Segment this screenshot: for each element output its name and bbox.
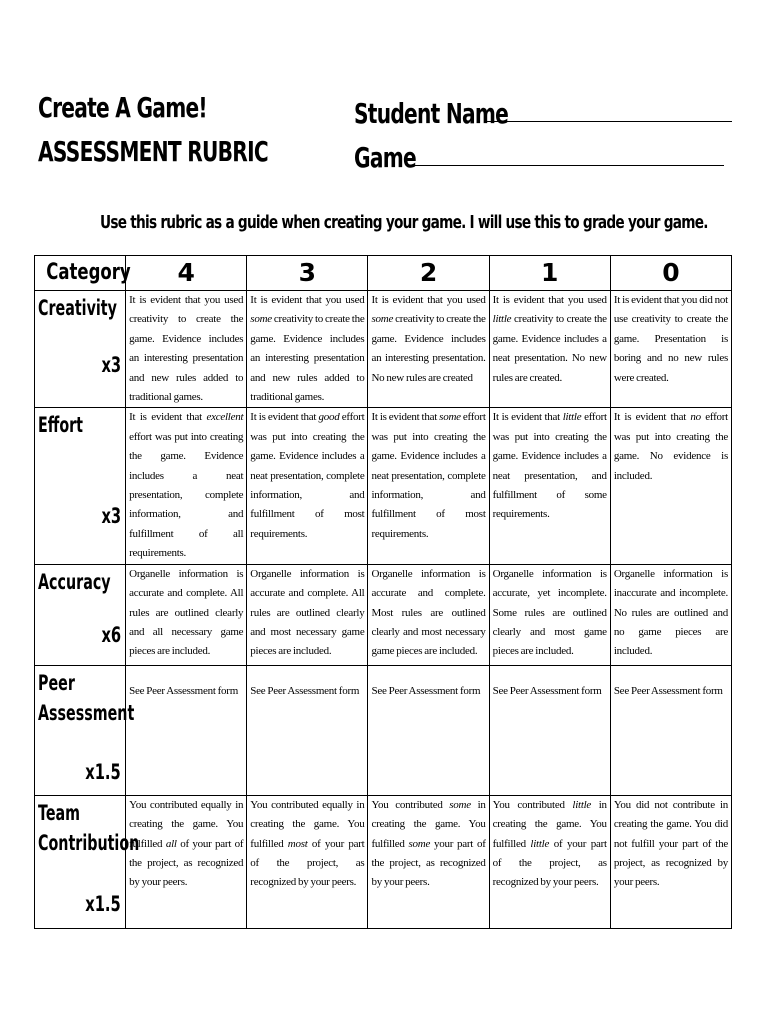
- title-line-1: Create A Game!: [38, 91, 207, 124]
- rubric-row-peer-assessment: [35, 665, 732, 795]
- category-cell: [35, 408, 126, 564]
- criteria-cell-4: Organelle information is accurate and complete. All rules are outlined clearly and all necessary game pieces are included.: [126, 564, 247, 665]
- rubric-header-row: [35, 256, 732, 291]
- criteria-cell-1: Organelle information is accurate, yet incomplete. Some rules are outlined clearly and most game pieces are included.: [489, 564, 610, 665]
- criteria-cell-3: It is evident that you used some creativity to create the game. Evidence includes an interesting presentation and new rules added to traditional games.: [247, 291, 368, 408]
- criteria-cell-1: It is evident that little effort was put into creating the game. Evidence includes a neat presentation, and fulfillment of some requirements.: [489, 408, 610, 564]
- criteria-cell-4: You contributed equally in creating the game. You fulfilled all of your part of the project, as recognized by your peers.: [126, 795, 247, 928]
- criteria-cell-2: It is evident that some effort was put into creating the game. Evidence includes a neat presentation, complete information, and fulfillment of most requirements.: [368, 408, 489, 564]
- student-name-field[interactable]: [486, 121, 732, 122]
- category-multiplier: x1.5: [85, 759, 122, 784]
- criteria-cell-4: It is evident that excellent effort was put into creating the game. Evidence includes a neat presentation, complete information, and fulfillment of all requirements.: [126, 408, 247, 564]
- category-name-line-2: Contribution: [38, 830, 140, 855]
- criteria-cell-1: It is evident that you used little creativity to create the game. Evidence includes a neat presentation. No new rules are created.: [489, 291, 610, 408]
- criteria-cell-2: You contributed some in creating the game. You fulfilled some your part of the project, as recognized by your peers.: [368, 795, 489, 928]
- category-multiplier: x3: [101, 353, 122, 377]
- game-name-field[interactable]: [408, 165, 724, 166]
- rubric-row-creativity: [35, 291, 732, 408]
- criteria-cell-0: It is evident that no effort was put into creating the game. No evidence is included.: [610, 408, 731, 564]
- rubric-row-team-contribution: [35, 795, 732, 928]
- category-cell: [35, 795, 140, 928]
- student-info-block: [354, 86, 744, 174]
- category-cell: [35, 564, 126, 665]
- student-name-line: [354, 86, 744, 130]
- category-name: Accuracy: [38, 569, 111, 594]
- category-multiplier: x3: [101, 504, 122, 529]
- category-header: Category: [35, 256, 126, 291]
- criteria-cell-1: You contributed little in creating the game. You fulfilled little of your part of the project, as recognized by your peers.: [489, 795, 610, 928]
- criteria-cell-3: It is evident that good effort was put into creating the game. Evidence includes a neat presentation, complete information, and fulfillment of most requirements.: [247, 408, 368, 564]
- category-name-line-1: Team: [38, 800, 81, 825]
- criteria-cell-1: See Peer Assessment form: [489, 665, 610, 795]
- category-name: Creativity: [38, 296, 117, 320]
- level-header-2: 2: [368, 256, 489, 291]
- criteria-cell-0: Organelle information is inaccurate and incomplete. No rules are outlined and no game pieces are included.: [610, 564, 731, 665]
- rubric-row-effort: [35, 408, 732, 564]
- criteria-cell-3: Organelle information is accurate and complete. All rules are outlined clearly and most necessary game pieces are included.: [247, 564, 368, 665]
- criteria-cell-0: It is evident that you did not use creativity to create the game. Presentation is boring and no new rules were created.: [610, 291, 731, 408]
- criteria-cell-4: It is evident that you used creativity to create the game. Evidence includes an interesting presentation and new rules added to traditional games.: [126, 291, 247, 408]
- level-header-1: 1: [489, 256, 610, 291]
- student-name-label: Student Name: [354, 97, 509, 130]
- level-header-4: 4: [126, 256, 247, 291]
- criteria-cell-2: See Peer Assessment form: [368, 665, 489, 795]
- criteria-cell-3: See Peer Assessment form: [247, 665, 368, 795]
- criteria-cell-2: It is evident that you used some creativity to create the game. Evidence includes an interesting presentation. No new rules are created: [368, 291, 489, 408]
- category-name-line-1: Peer: [38, 670, 75, 695]
- title-line-2: ASSESSMENT RUBRIC: [38, 135, 268, 168]
- rubric-row-accuracy: [35, 564, 732, 665]
- level-header-0: 0: [610, 256, 731, 291]
- category-multiplier: x1.5: [85, 891, 122, 916]
- criteria-cell-0: You did not contribute in creating the game. You did not fulfill your part of the project, as recognized by your peers.: [610, 795, 731, 928]
- category-cell: [35, 291, 126, 408]
- rubric-table: [34, 255, 732, 929]
- game-line: [354, 130, 744, 174]
- criteria-cell-0: See Peer Assessment form: [610, 665, 731, 795]
- criteria-cell-2: Organelle information is accurate and complete. Most rules are outlined clearly and most necessary game pieces are included.: [368, 564, 489, 665]
- category-name-line-2: Assessment: [38, 700, 135, 725]
- title-block: [38, 86, 357, 174]
- game-label: Game: [354, 141, 416, 174]
- instructions: Use this rubric as a guide when creating your game. I will use this to grade your game.: [100, 212, 708, 233]
- category-cell: [35, 665, 135, 795]
- criteria-cell-3: You contributed equally in creating the game. You fulfilled most of your part of the project, as recognized by your peers.: [247, 795, 368, 928]
- level-header-3: 3: [247, 256, 368, 291]
- criteria-cell-4: See Peer Assessment form: [126, 665, 247, 795]
- category-name: Effort: [38, 413, 84, 438]
- category-multiplier: x6: [101, 622, 122, 647]
